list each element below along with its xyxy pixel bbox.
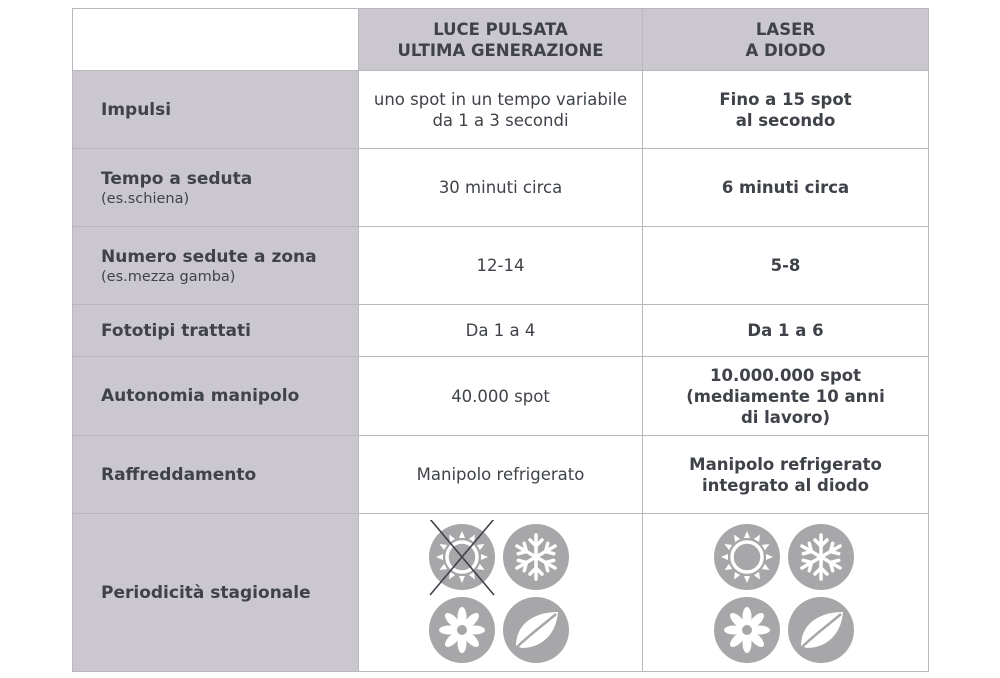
laser-value: Fino a 15 spot al secondo xyxy=(643,71,929,149)
snowflake-icon xyxy=(503,524,569,590)
sun-icon xyxy=(714,524,780,590)
row-label xyxy=(73,305,359,357)
table-row xyxy=(73,71,929,149)
luce-value: uno spot in un tempo variabile da 1 a 3 secondi xyxy=(359,71,643,149)
header-laser-diodo: LASER A DIODO xyxy=(643,9,929,71)
row-label xyxy=(73,227,359,305)
flower-icon xyxy=(714,597,780,663)
sun-icon xyxy=(429,520,495,595)
laser-value: 6 minuti circa xyxy=(643,149,929,227)
table-row-seasonal xyxy=(73,514,929,672)
leaf-icon xyxy=(503,597,569,663)
header-row xyxy=(73,9,929,71)
luce-value: 40.000 spot xyxy=(359,357,643,436)
row-label-main: Periodicità stagionale xyxy=(101,582,311,603)
leaf-icon xyxy=(788,597,854,663)
laser-season-icons xyxy=(643,514,929,672)
comparison-table xyxy=(72,8,929,672)
row-label xyxy=(73,514,359,672)
row-label xyxy=(73,357,359,436)
table-row xyxy=(73,436,929,514)
laser-value: Da 1 a 6 xyxy=(643,305,929,357)
laser-value: 10.000.000 spot (mediamente 10 anni di lavoro) xyxy=(643,357,929,436)
laser-value: Manipolo refrigerato integrato al diodo xyxy=(643,436,929,514)
table-row xyxy=(73,149,929,227)
table-row xyxy=(73,357,929,436)
row-label-main: Impulsi xyxy=(101,99,172,120)
table-row xyxy=(73,305,929,357)
flower-icon xyxy=(429,597,495,663)
luce-value: 30 minuti circa xyxy=(359,149,643,227)
row-label-main: Numero sedute a zona xyxy=(101,246,317,267)
row-label-main: Tempo a seduta xyxy=(101,168,253,189)
header-empty-cell xyxy=(73,9,359,71)
luce-value: Manipolo refrigerato xyxy=(359,436,643,514)
row-label-main: Raffreddamento xyxy=(101,464,257,485)
row-label-main: Fototipi trattati xyxy=(101,320,251,341)
row-label xyxy=(73,149,359,227)
row-label-main: Autonomia manipolo xyxy=(101,386,300,406)
row-label xyxy=(73,71,359,149)
laser-value: 5-8 xyxy=(643,227,929,305)
row-label-sub: (es.schiena) xyxy=(101,190,190,207)
luce-value: 12-14 xyxy=(359,227,643,305)
luce-value: Da 1 a 4 xyxy=(359,305,643,357)
snowflake-icon xyxy=(788,524,854,590)
table-row xyxy=(73,227,929,305)
row-label xyxy=(73,436,359,514)
header-luce-pulsata: LUCE PULSATA ULTIMA GENERAZIONE xyxy=(359,9,643,71)
row-label-sub: (es.mezza gamba) xyxy=(101,268,236,285)
luce-season-icons xyxy=(359,514,643,672)
